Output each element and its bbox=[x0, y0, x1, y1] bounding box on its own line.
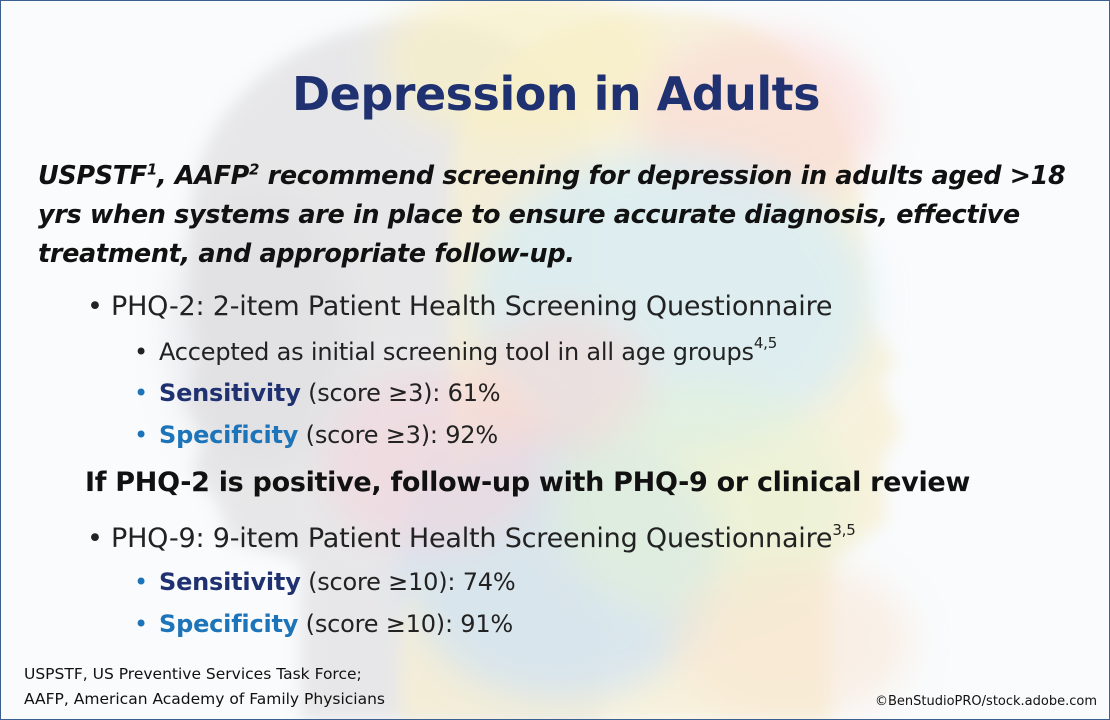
bullet-icon: • bbox=[134, 421, 148, 449]
phq9-label: PHQ-9: 9-item Patient Health Screening Questionnaire bbox=[111, 523, 833, 554]
specificity-value: (score ≥10): 91% bbox=[298, 610, 514, 638]
aafp-abbr: AAFP bbox=[174, 161, 249, 191]
bullet-icon: • bbox=[87, 291, 103, 322]
phq9-sensitivity-item bbox=[134, 568, 515, 596]
specificity-label: Specificity bbox=[159, 421, 299, 449]
image-credit: ©BenStudioPRO/stock.adobe.com bbox=[875, 694, 1097, 709]
reference-marker: 2 bbox=[249, 160, 260, 179]
bullet-icon: • bbox=[134, 379, 148, 407]
reference-marker: 4,5 bbox=[753, 334, 778, 352]
screening-recommendation bbox=[38, 157, 1088, 274]
phq9-specificity-item bbox=[134, 610, 513, 638]
recommendation-line-1 bbox=[38, 157, 1088, 196]
sensitivity-value: (score ≥10): 74% bbox=[300, 568, 516, 596]
abbreviations-footnote bbox=[24, 662, 385, 712]
abbreviation-uspstf: USPSTF, US Preventive Services Task Force; bbox=[24, 665, 362, 683]
slide-content bbox=[1, 1, 1109, 719]
phq2-sensitivity-item bbox=[134, 379, 500, 407]
bullet-icon: • bbox=[134, 568, 148, 596]
separator: , bbox=[156, 161, 175, 191]
phq2-bullet bbox=[87, 291, 832, 322]
sensitivity-value: (score ≥3): 61% bbox=[300, 379, 501, 407]
sensitivity-label: Sensitivity bbox=[159, 568, 301, 596]
accepted-text: Accepted as initial screening tool in all age groups bbox=[159, 338, 754, 366]
followup-instruction: If PHQ-2 is positive, follow-up with PHQ-9 or clinical review bbox=[85, 467, 971, 498]
phq2-specificity-item bbox=[134, 421, 498, 449]
reference-marker: 3,5 bbox=[832, 521, 856, 539]
recommendation-line-2: yrs when systems are in place to ensure accurate diagnosis, effective bbox=[38, 200, 1020, 230]
phq2-label: PHQ-2: 2-item Patient Health Screening Questionnaire bbox=[111, 291, 833, 322]
phq2-accepted-item bbox=[134, 334, 778, 366]
bullet-icon: • bbox=[134, 610, 148, 638]
specificity-label: Specificity bbox=[159, 610, 299, 638]
recommendation-line-3: treatment, and appropriate follow-up. bbox=[38, 239, 575, 269]
abbreviation-aafp: AAFP, American Academy of Family Physicians bbox=[24, 690, 385, 708]
specificity-value: (score ≥3): 92% bbox=[298, 421, 498, 449]
bullet-icon: • bbox=[134, 338, 148, 366]
phq9-bullet bbox=[87, 523, 856, 554]
slide-title: Depression in Adults bbox=[291, 67, 821, 121]
recommendation-text: recommend screening for depression in adults aged >18 bbox=[259, 161, 1066, 191]
bullet-icon: • bbox=[87, 523, 103, 554]
reference-marker: 1 bbox=[146, 160, 157, 179]
sensitivity-label: Sensitivity bbox=[159, 379, 301, 407]
uspstf-abbr: USPSTF bbox=[38, 161, 147, 191]
